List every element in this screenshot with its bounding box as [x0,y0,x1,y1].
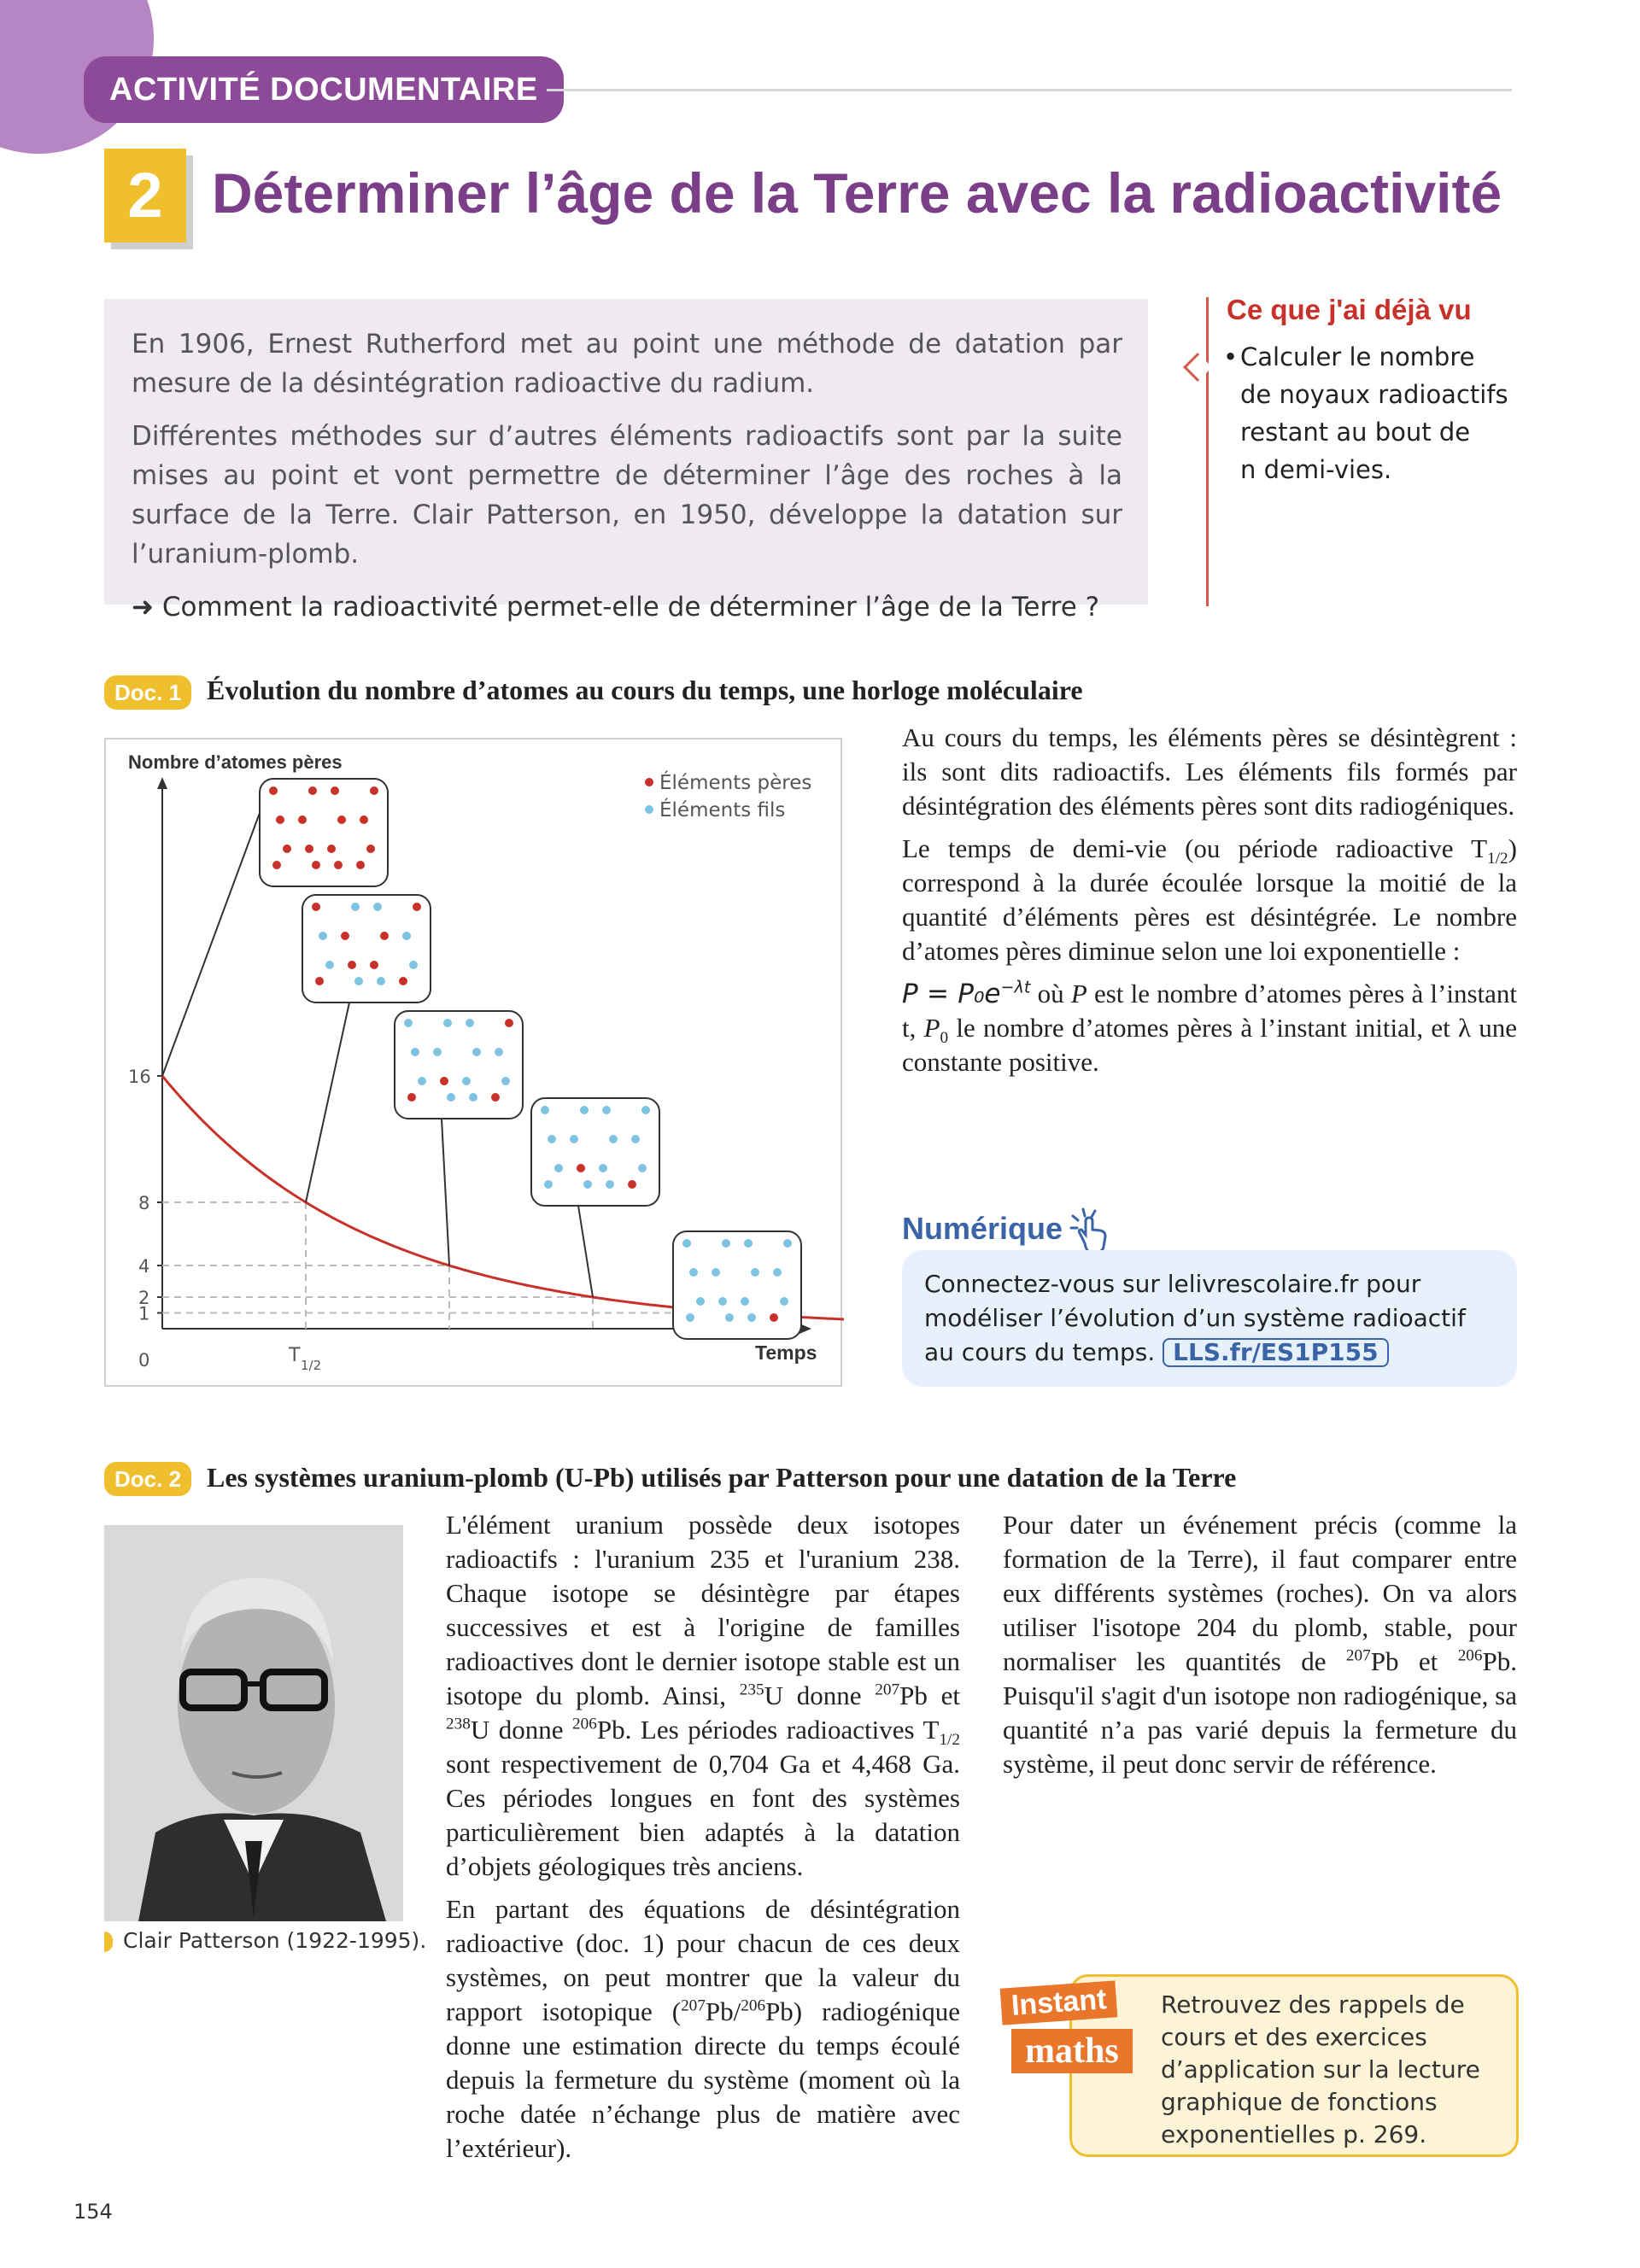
parent-atom-dot [337,815,346,824]
parent-atom-dot [308,786,317,795]
numerique-text: Connectez-vous sur lelivrescolaire.fr pour modéliser l’évolution d’un système radioactif au cours du temps. [924,1270,1466,1366]
daughter-atom-dot [751,1268,759,1277]
sup: 206 [572,1715,597,1733]
y-tick-label: 1 [138,1303,150,1324]
daughter-atom-dot [541,1106,549,1114]
txt: U donne [764,1681,876,1710]
parent-atom-dot [272,861,281,869]
maths-tag: maths [1011,2029,1133,2073]
doc1-text3c: est le nombre d’atomes pères à l’instant t, [902,979,1517,1043]
daughter-atom-dot [411,1048,419,1056]
parent-atom-dot [298,815,307,824]
parent-atom-dot [348,961,356,969]
parent-atom-dot [331,786,339,795]
particle-box [673,1231,801,1339]
doc1-text3f: le nombre d’atomes pères à l’instant initial, et λ une constante positive. [902,1013,1517,1077]
parent-atom-dot [370,961,378,969]
daughter-atom-dot [686,1313,694,1322]
parent-atom-dot [283,845,291,853]
parent-atom-dot [312,861,320,869]
parent-atom-dot [440,1077,448,1085]
txt: En partant des équations de désintégration radioactive (doc. 1) pour chacun de ces deux systèmes, on peut montrer que la valeur du rapport isotopique ( [446,1894,960,2026]
half-life-sub: 1/2 [1487,850,1508,868]
daughter-atom-dot [544,1180,553,1189]
doc2-title: Les systèmes uranium-plomb (U-Pb) utilisés par Patterson pour une datation de la Terre [207,1462,1237,1493]
doc1-text [902,721,1517,1088]
var-p0-sub: 0 [940,1029,949,1048]
instant-maths-box [1069,1974,1519,2157]
photo-caption [104,1928,426,1953]
y-tick-label: 2 [138,1288,150,1308]
doc2-column-1 [446,1508,960,2174]
doc2-col1-paragraph-2 [446,1892,960,2166]
daughter-atom-dot [501,1077,510,1085]
daughter-atom-dot [447,1093,455,1102]
decay-formula: P = P₀e [902,979,1001,1009]
intro-paragraph-2: Différentes méthodes sur d’autres éléments radioactifs sont par la suite mises au point et vont permettre de déterminer l’âge des roches à la surface de la Terre. Clair Patterson, en 1950, développe la datation sur l’uranium-plomb. [132,421,1122,570]
parent-atom-dot [305,845,313,853]
page-number: 154 [73,2200,113,2224]
daughter-atom-dot [570,1135,578,1143]
daughter-atom-dot [554,1164,563,1172]
decay-formula-exponent: −λt [1000,977,1031,997]
intro-box [104,299,1148,623]
caption-text: Clair Patterson (1922-1995). [123,1928,427,1953]
txt: Pb. [1482,1646,1517,1676]
txt: Pb. Les périodes radioactives T [596,1715,940,1745]
daughter-atom-dot [466,1019,474,1027]
x-tick-label: T [289,1345,301,1366]
numerique-box [902,1250,1517,1387]
parent-atom-dot [380,932,389,940]
daughter-atom-dot [741,1297,749,1306]
particle-box [260,779,388,886]
doc2-column-2 [1003,1508,1517,1790]
parent-atom-dot [334,861,343,869]
daughter-atom-dot [682,1239,691,1248]
particle-box [302,895,430,1002]
sup: 206 [741,1996,766,2015]
doc1-title: Évolution du nombre d’atomes au cours du temps, une horloge moléculaire [207,675,1083,705]
box-connector [442,1119,449,1266]
doc1-text3a: où [1030,979,1071,1008]
caption-marker [104,1932,113,1952]
doc1-badge: Doc. 1 [104,675,191,710]
portrait-drawing [104,1525,403,1921]
numerique-link[interactable]: LLS.fr/ES1P155 [1163,1338,1388,1367]
var-p0: P [923,1013,940,1043]
legend-label: Éléments pères [659,772,812,794]
daughter-atom-dot [319,932,327,940]
page-title: Déterminer l’âge de la Terre avec la radioactivité [212,161,1502,225]
parent-atom-dot [366,845,375,853]
parent-atom-dot [505,1019,513,1027]
already-seen-list [1223,338,1508,488]
daughter-atom-dot [599,1164,607,1172]
daughter-atom-dot [404,1019,413,1027]
parent-atom-dot [628,1180,636,1189]
y-axis-arrow [157,777,167,789]
daughter-atom-dot [783,1239,792,1248]
sup: 235 [739,1681,764,1699]
patterson-portrait [104,1525,403,1921]
daughter-atom-dot [462,1077,471,1085]
daughter-atom-dot [495,1048,503,1056]
daughter-atom-dot [712,1268,720,1277]
parent-atom-dot [577,1164,585,1172]
pointer-hand-icon [1066,1204,1117,1255]
activity-badge: ACTIVITÉ DOCUMENTAIRE [84,56,564,123]
parent-atom-dot [407,1093,416,1102]
sup: 207 [681,1996,706,2015]
daughter-atom-dot [689,1268,698,1277]
parent-atom-dot [360,815,368,824]
parent-atom-dot [327,845,336,853]
intro-paragraph-1: En 1906, Ernest Rutherford met au point une méthode de datation par mesure de la désintégration radioactive du radium. [132,329,1122,399]
daughter-atom-dot [638,1164,647,1172]
activity-number: 2 [104,149,186,243]
doc1-paragraph-2 [902,832,1517,968]
already-seen-line: Calculer le nombre [1240,342,1475,371]
daughter-atom-dot [609,1135,618,1143]
parent-atom-dot [315,977,324,985]
y-tick-label: 16 [128,1067,151,1087]
daughter-atom-dot [418,1077,426,1085]
daughter-atom-dot [602,1106,611,1114]
doc1-text2a: Le temps de demi-vie (ou période radioactive T [902,833,1488,863]
daughter-atom-dot [402,932,411,940]
daughter-atom-dot [433,1048,442,1056]
daughter-atom-dot [325,961,334,969]
instant-maths-text: Retrouvez des rappels de cours et des exercices d’application sur la lecture graphique de fonctions exponentielles p. 269. [1161,1990,1480,2148]
decay-chart [104,738,842,1387]
particle-box [395,1011,523,1119]
legend-dot [645,805,653,814]
y-axis-title: Nombre d’atomes pères [128,751,343,773]
doc1-paragraph-3 [902,977,1517,1079]
parent-atom-dot [312,903,320,911]
txt: U donne [470,1715,573,1745]
daughter-atom-dot [443,1019,452,1027]
txt: L'élément uranium possède deux isotopes radioactifs : l'uranium 235 et l'uranium 238. Chaque isotope se désintègre par étapes successives et est à l'origine de familles radioactives dont le dernier isotope stable est un isotope du plomb. Ainsi, [446,1510,960,1710]
txt: Pb) [765,1996,803,2026]
txt: Puisqu'il s'agit d'un isotope non radiogénique, sa quantité n’a pas varié depuis la fermeture du système, il peut donc servir de référence. [1003,1681,1517,1779]
decay-chart-svg [106,739,844,1388]
instant-maths-tag: Instant [1000,1980,1118,2025]
bullet: • [1223,342,1239,371]
parent-atom-dot [269,786,278,795]
already-seen-line: n demi-vies. [1240,455,1392,484]
parent-atom-dot [341,932,349,940]
txt: Pb et [1370,1646,1458,1676]
daughter-atom-dot [548,1135,556,1143]
daughter-atom-dot [696,1297,705,1306]
txt: Pb et [899,1681,960,1710]
daughter-atom-dot [780,1297,788,1306]
parent-atom-dot [356,861,365,869]
daughter-atom-dot [409,961,418,969]
parent-atom-dot [770,1313,778,1322]
y-tick-label: 4 [138,1256,150,1277]
y-tick-label: 8 [138,1193,150,1213]
sup: 207 [875,1681,900,1699]
txt: radiogénique donne une estimation directe du temps écoulé depuis la fermeture du système (moment où la roche datée n’échange plus de matière avec l’extérieur). [446,1996,960,2163]
daughter-atom-dot [354,977,363,985]
already-seen-item [1223,338,1508,488]
txt: sont respectivement de 0,704 Ga et 4,468 Ga. Ces périodes longues en font des systèmes particulièrement bien adaptés à la datation d’objets géologiques très anciens. [446,1749,960,1881]
box-connector [162,813,260,1076]
parent-atom-dot [370,786,378,795]
already-seen-title: Ce que j'ai déjà vu [1227,294,1472,325]
daughter-atom-dot [722,1239,730,1248]
parent-atom-dot [399,977,407,985]
var-p: P [1070,979,1087,1008]
legend-label: Éléments fils [659,799,786,821]
doc2-col1-paragraph-1 [446,1508,960,1884]
txt: Pb/ [705,1996,741,2026]
daughter-atom-dot [747,1313,756,1322]
sub: 1/2 [939,1731,960,1750]
already-seen-line: de noyaux radioactifs [1240,380,1508,409]
daughter-atom-dot [373,903,382,911]
daughter-atom-dot [580,1106,589,1114]
daughter-atom-dot [469,1093,477,1102]
doc2-badge: Doc. 2 [104,1462,191,1496]
y-origin-label: 0 [138,1350,150,1371]
daughter-atom-dot [631,1135,640,1143]
daughter-atom-dot [377,977,385,985]
already-seen-line: restant au bout de [1240,418,1471,447]
daughter-atom-dot [641,1106,650,1114]
daughter-atom-dot [472,1048,481,1056]
sup: 238 [446,1715,471,1733]
doc2-col2-paragraph [1003,1508,1517,1781]
parent-atom-dot [276,815,284,824]
legend-dot [645,778,653,786]
parent-atom-dot [413,903,421,911]
doc1-text2b: ) correspond à la durée écoulée lorsque la moitié de la quantité d’éléments pères est désintégrée. Le nombre d’atomes pères diminue selon une loi exponentielle : [902,833,1517,966]
header-rule [547,89,1512,91]
intro-question: ➜ Comment la radioactivité permet-elle de déterminer l’âge de la Terre ? [132,592,1100,623]
daughter-atom-dot [583,1180,592,1189]
particle-box [531,1098,659,1206]
sup: 206 [1457,1646,1483,1665]
daughter-atom-dot [351,903,360,911]
parent-atom-dot [491,1093,500,1102]
x-tick-sub: 1/2 [301,1358,322,1373]
daughter-atom-dot [606,1180,614,1189]
daughter-atom-dot [744,1239,753,1248]
box-connector [578,1206,593,1297]
daughter-atom-dot [725,1313,734,1322]
x-axis-title: Temps [755,1342,817,1364]
doc1-paragraph-1: Au cours du temps, les éléments pères se désintègrent : ils sont dits radioactifs. Les éléments fils formés par désintégration des éléments pères sont dits radiogéniques. [902,722,1517,821]
numerique-title: Numérique [902,1211,1063,1246]
daughter-atom-dot [773,1268,782,1277]
sup: 207 [1345,1646,1371,1665]
daughter-atom-dot [718,1297,727,1306]
seen-divider [1206,297,1209,606]
box-connector [306,1002,349,1202]
txt: Pour dater un événement précis (comme la formation de la Terre), il faut comparer entre eux différents systèmes (roches). On va alors utiliser l'isotope 204 du plomb, stable, pour normaliser les quantités de [1003,1510,1517,1676]
